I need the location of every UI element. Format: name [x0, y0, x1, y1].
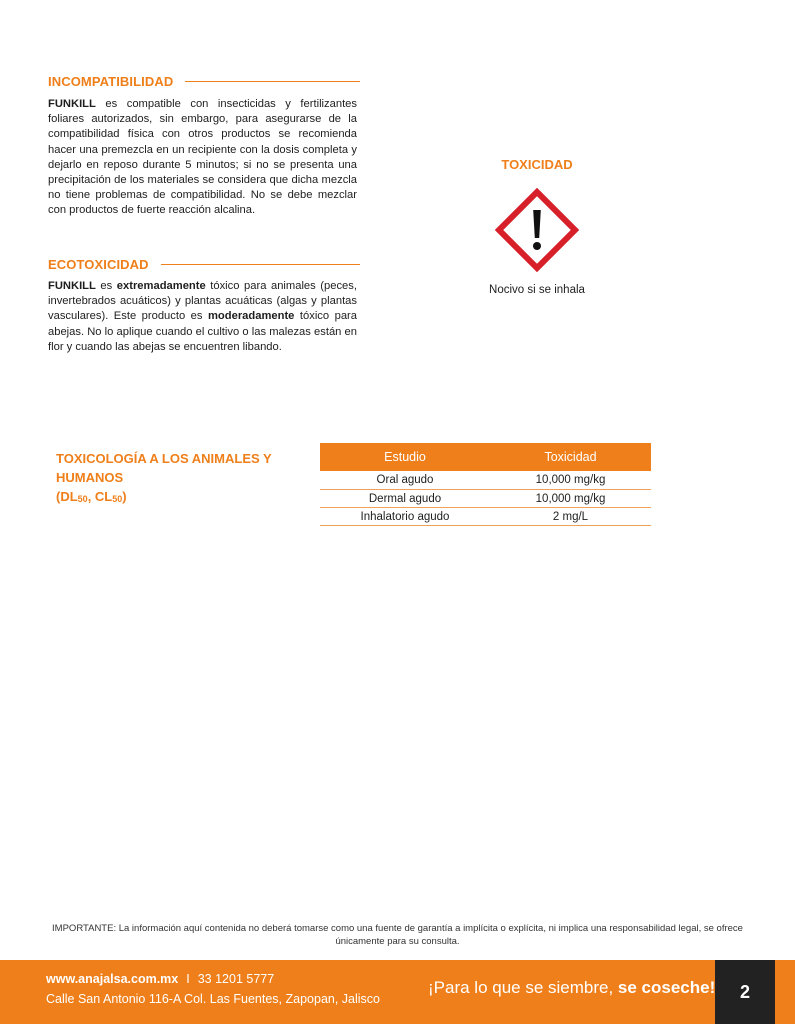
- exclamation-warning-icon: [495, 188, 579, 272]
- ecotoxicity-paragraph: FUNKILL es extremadamente tóxico para animales (peces, invertebrados acuáticos) y plantas acuáticas (algas y plantas vasculares). Este producto es moderadamente tóxico para abejas. No lo aplique cuando el cultivo o las malezas están en flor y cuando las abejas se encuentren libando.: [48, 280, 357, 353]
- address-text: Calle San Antonio 116-A Col. Las Fuentes, Zapopan, Jalisco: [46, 992, 381, 1006]
- header-toxicity: Toxicidad: [490, 443, 651, 471]
- table-header-row: [320, 443, 651, 471]
- toxicity-cell: 2 mg/L: [490, 507, 651, 525]
- heading-divider: [185, 81, 360, 82]
- ecotoxicity-title: [48, 257, 360, 272]
- table-row: [320, 507, 651, 525]
- footer-bar: [0, 960, 795, 1024]
- incompatibility-paragraph: [48, 97, 357, 219]
- toxicity-cell: 10,000 mg/kg: [490, 489, 651, 507]
- emphasis-moderate: moderadamente: [207, 310, 295, 323]
- incompatibility-title: [48, 74, 360, 89]
- ecotoxicity-heading: ECOTOXICIDAD: [48, 257, 149, 272]
- study-cell: Oral agudo: [320, 471, 490, 489]
- product-name: FUNKILL: [48, 98, 96, 110]
- animal-toxicology-title: TOXICOLOGÍA A LOS ANIMALES Y HUMANOS ($DL_{50}$, $CL_{50}$): [56, 451, 272, 504]
- emphasis-extreme: extremadamente: [116, 280, 206, 292]
- footer-contact: [46, 969, 380, 1009]
- incompatibility-heading: INCOMPATIBILIDAD: [48, 74, 174, 89]
- disclaimer-text: IMPORTANTE: La información aquí contenida no deberá tomarse como una fuente de garantía a implícita o explícita, ni implica una responsabilidad legal, se ofrece únicamente para su consulta.: [52, 923, 743, 947]
- slogan: ¡Para lo que se siembre, se coseche!: [428, 978, 716, 997]
- table-row: [320, 471, 651, 489]
- table-row: [320, 489, 651, 507]
- heading-divider: [161, 264, 360, 265]
- study-cell: Dermal agudo: [320, 489, 490, 507]
- incompatibility-body: es compatible con insecticidas y fertilizantes foliares autorizados, sin embargo, para asegurarse de la compatibilidad física con otros productos se recomienda hacer una premezcla en un recipiente con la dosis completa y dejarlo en reposo durante 5 minutos; si no se presenta una precipitación de los materiales se considera que dicha mezcla no tiene problemas de compatibilidad. No se debe mezclar con productos de fuerte reacción alcalina.: [48, 98, 357, 217]
- toxicity-cell: 10,000 mg/kg: [490, 471, 651, 489]
- product-name: FUNKILL: [48, 280, 96, 292]
- phone-number[interactable]: 33 1201 5777: [197, 972, 275, 986]
- toxicity-caption: Nocivo si se inhala: [489, 284, 585, 296]
- header-study: Estudio: [320, 443, 490, 471]
- website-link[interactable]: www.anajalsa.com.mx: [46, 972, 179, 986]
- toxicity-title: TOXICIDAD: [501, 157, 573, 172]
- study-cell: Inhalatorio agudo: [320, 507, 490, 525]
- page-number: 2: [715, 960, 775, 1024]
- toxicology-table: [320, 443, 651, 526]
- contact-separator: I: [186, 972, 190, 986]
